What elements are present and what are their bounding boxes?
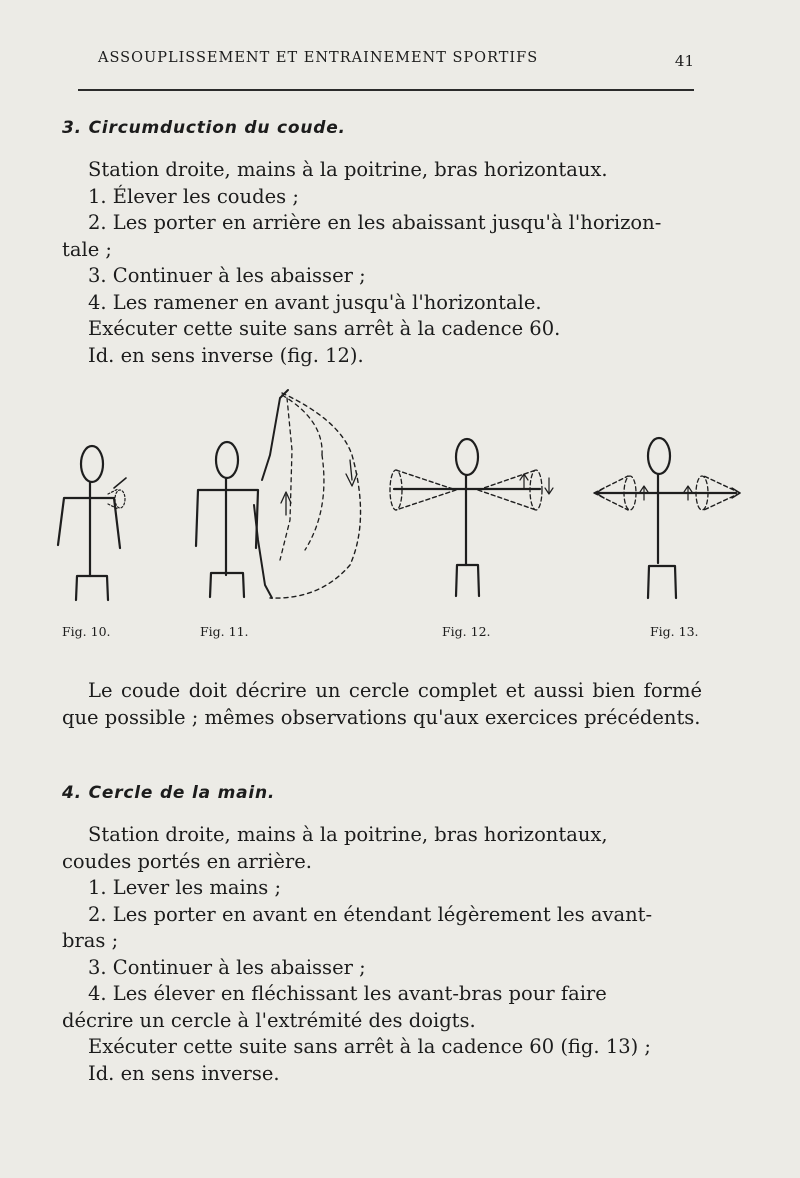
section-4-line: 2. Les porter en avant en étendant légèrement les avant- bbox=[88, 902, 653, 926]
section-3-line: 1. Élever les coudes ; bbox=[88, 184, 299, 208]
section-4-line: décrire un cercle à l'extrémité des doigts. bbox=[62, 1008, 476, 1032]
section-4-line: Station droite, mains à la poitrine, bras horizontaux, bbox=[88, 823, 608, 846]
section-3-line: tale ; bbox=[62, 237, 113, 261]
section-4-line: Id. en sens inverse. bbox=[88, 1061, 280, 1085]
figure-10-stick-figure bbox=[58, 446, 126, 600]
figure-11-stick-figure bbox=[196, 390, 361, 598]
section-4-line: 3. Continuer à les abaisser ; bbox=[88, 955, 366, 979]
section-4-title: 4. Cercle de la main. bbox=[62, 783, 276, 803]
section-4-line: Exécuter cette suite sans arrêt à la cadence 60 (fig. 13) ; bbox=[88, 1035, 652, 1058]
section-4-line: coudes portés en arrière. bbox=[62, 849, 312, 873]
section-4-line: bras ; bbox=[62, 929, 119, 952]
section-3-line: Id. en sens inverse (fig. 12). bbox=[88, 343, 364, 367]
running-title: ASSOUPLISSEMENT ET ENTRAINEMENT SPORTIFS bbox=[98, 50, 539, 66]
figure-caption: Fig. 13. bbox=[650, 624, 699, 639]
section-3-line: 2. Les porter en arrière en les abaissant jusqu'à l'horizon- bbox=[88, 211, 662, 234]
section-3-body bbox=[62, 157, 702, 369]
section-3-line: Station droite, mains à la poitrine, bras horizontaux. bbox=[88, 158, 608, 181]
header-rule bbox=[78, 89, 694, 91]
remark-text: Le coude doit décrire un cercle complet et aussi bien formé que possible ; mêmes observations qu'aux exercices précédents. bbox=[62, 679, 702, 729]
running-head bbox=[98, 50, 698, 70]
section-3-line: Exécuter cette suite sans arrêt à la cadence 60. bbox=[88, 317, 561, 340]
figure-caption: Fig. 12. bbox=[442, 624, 491, 639]
figure-caption: Fig. 11. bbox=[200, 624, 249, 639]
section-3-title: 3. Circumduction du coude. bbox=[62, 118, 346, 138]
section-4-body bbox=[62, 822, 702, 1087]
figure-12-stick-figure bbox=[390, 439, 553, 596]
figure-13-stick-figure bbox=[594, 438, 740, 598]
section-4-line: 4. Les élever en fléchissant les avant-bras pour faire bbox=[88, 982, 607, 1005]
figure-caption: Fig. 10. bbox=[62, 624, 111, 639]
figures-illustration bbox=[0, 370, 800, 640]
remark-paragraph bbox=[62, 678, 702, 731]
section-3-line: 3. Continuer à les abaisser ; bbox=[88, 264, 366, 287]
section-4-line: 1. Lever les mains ; bbox=[88, 876, 282, 899]
section-3-line: 4. Les ramener en avant jusqu'à l'horizontale. bbox=[88, 290, 542, 314]
page-number: 41 bbox=[674, 52, 694, 70]
